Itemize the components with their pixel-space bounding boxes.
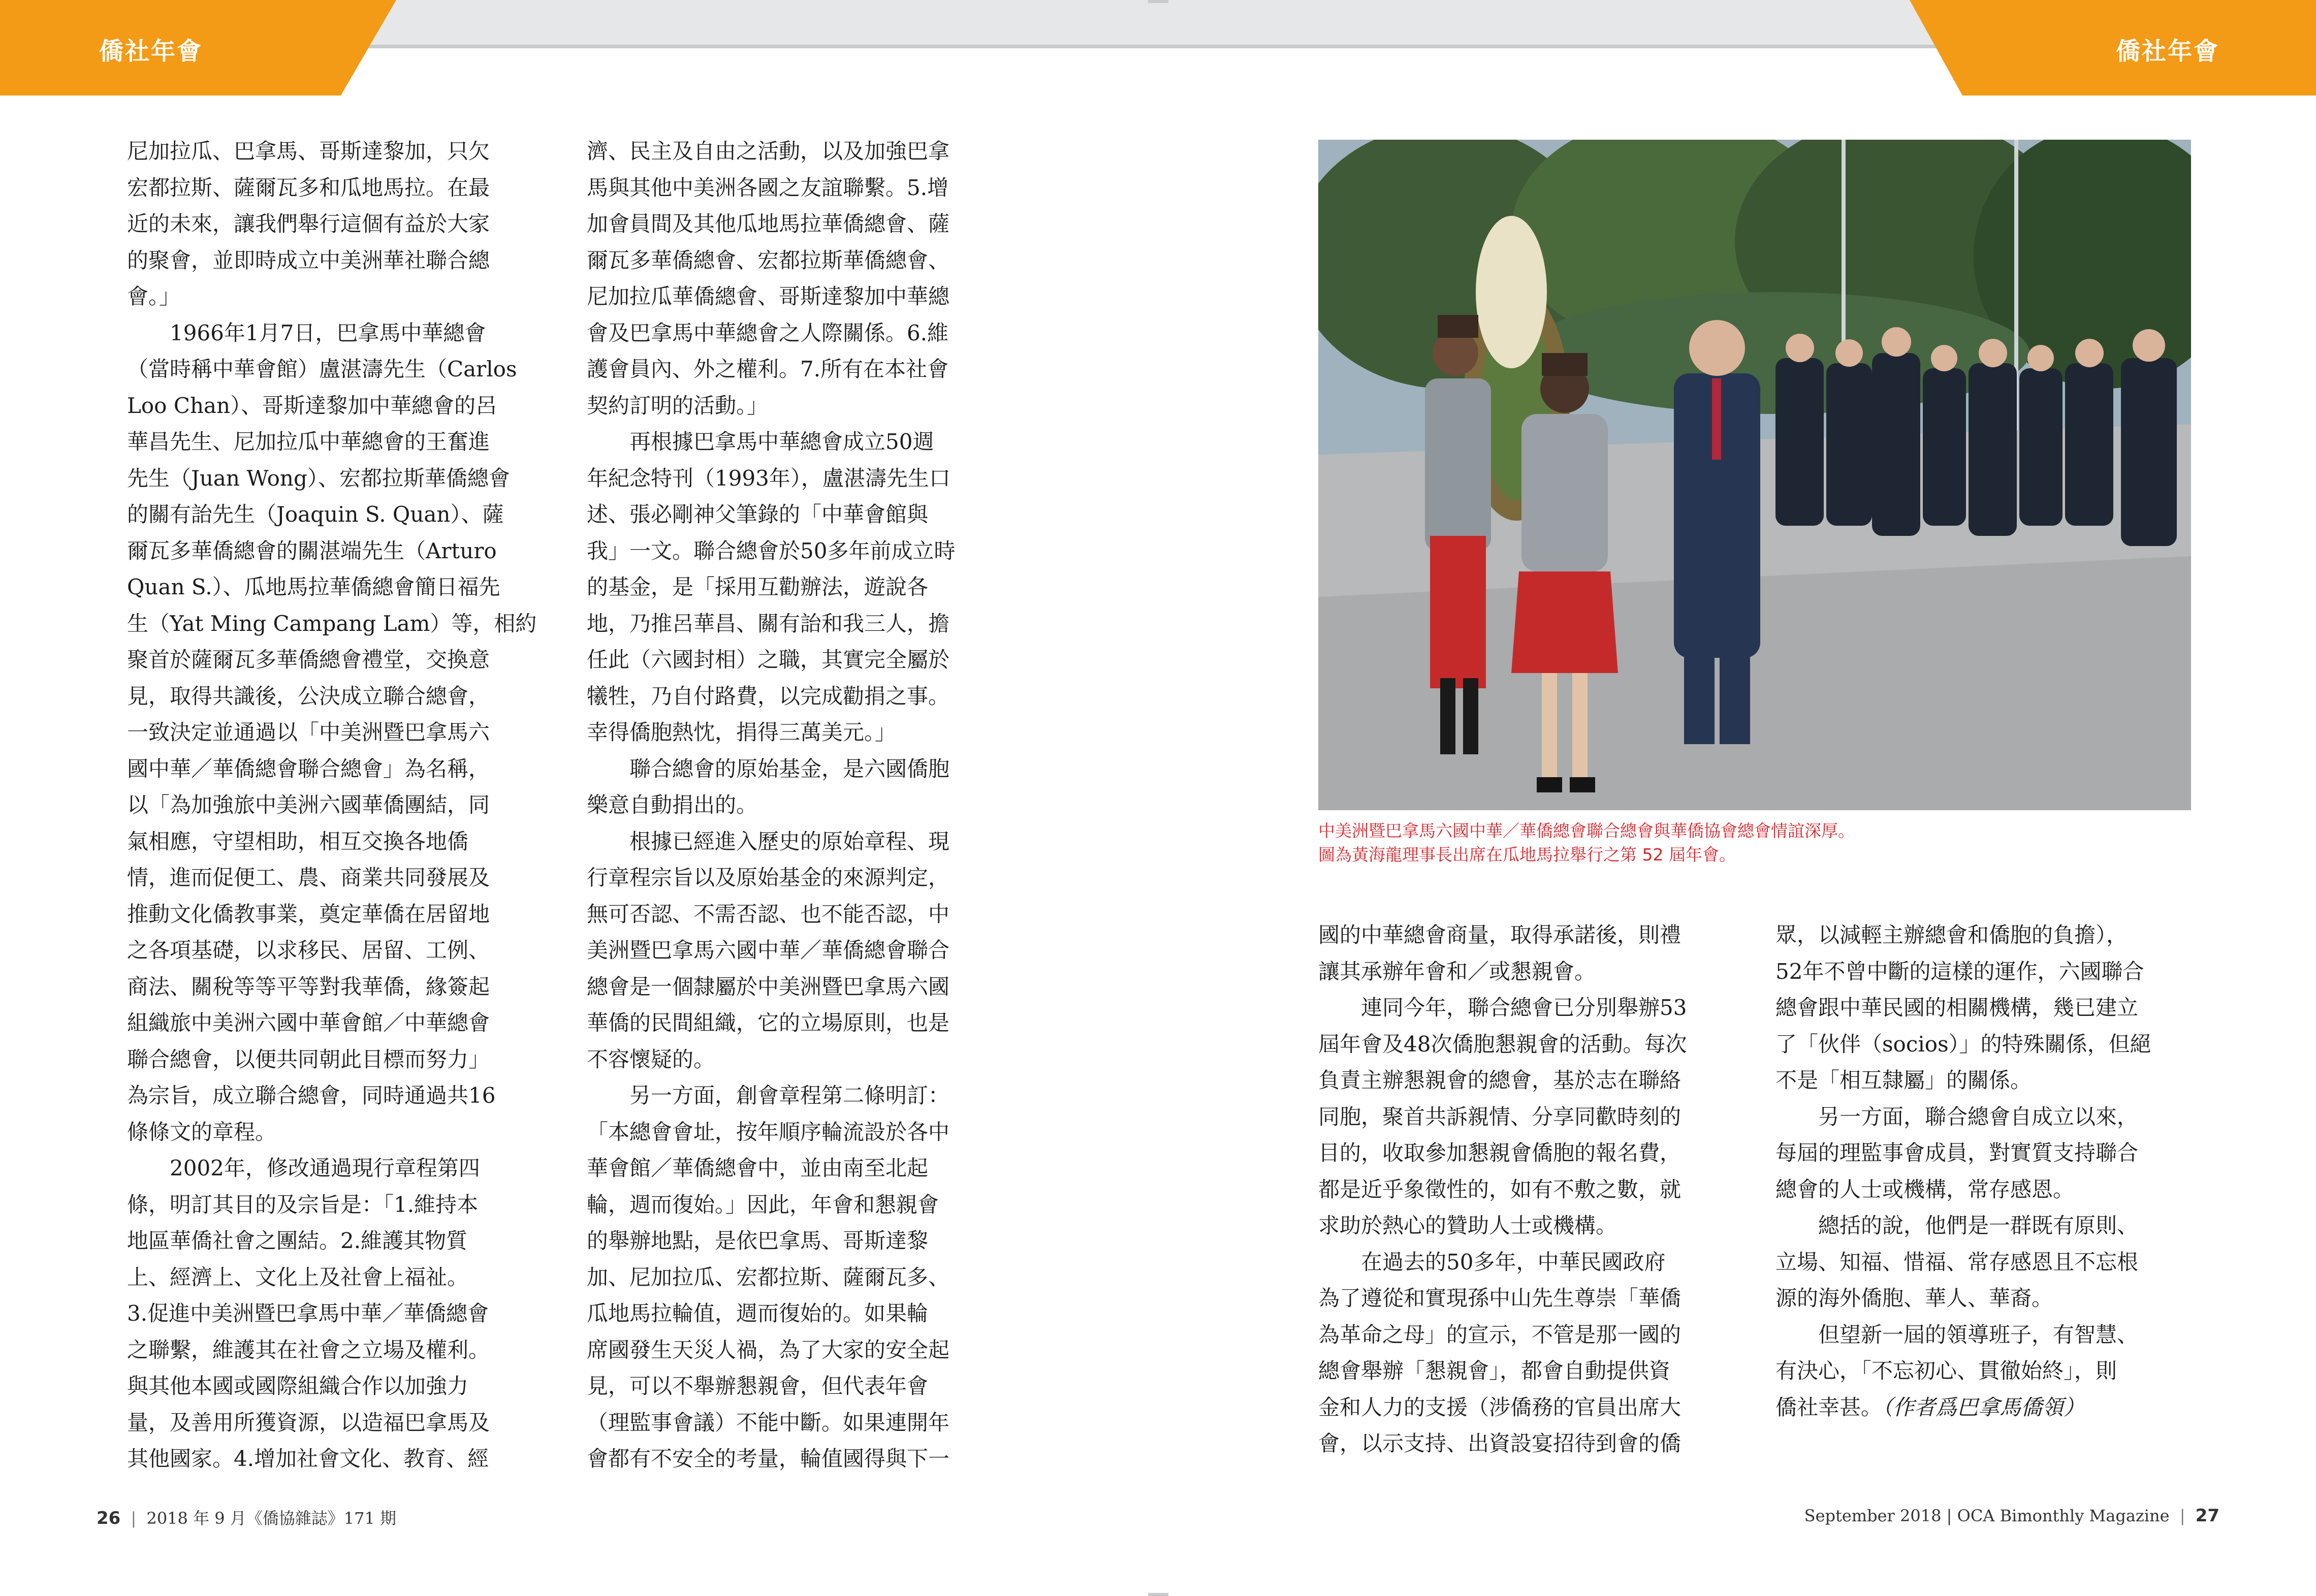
paragraph: 在過去的50多年，中華民國政府 為了遵從和實現孫中山先生尊崇「華僑 為革命之母」的宣示，不管是那一國的 總會舉辦「懇親會」，都會自動提供資 金和人力的支援（涉僑務的官員出席大 會，以示支持、出資設宴招待到會的僑 (1318, 1249, 1682, 1456)
paragraph: 2002年，修改通過現行章程第四 條，明訂其目的及宗旨是：「1.維持本 地區華僑社會之團結。2.維護其物質 上、經濟上、文化上及社會上福祉。 3.促進中美洲暨巴拿馬中華／華僑總會 之聯繫，維護其在社會之立場及權利。 與其他本國或國際組織合作以加強力 量，及善用所獲資源，以造福巴拿馬及 其他國家。4.增加社會文化、教育、經 (127, 1156, 490, 1471)
section-tab-right (1910, 0, 2316, 95)
page-number-left: 26 (97, 1508, 121, 1528)
article-column-4 (1775, 917, 2192, 1425)
caption-line-1: 中美洲暨巴拿馬六國中華／華僑總會聯合總會與華僑協會總會情誼深厚。 (1318, 821, 1855, 841)
paragraph: 另一方面，聯合總會自成立以來， 每屆的理監事會成員，對實質支持聯合 總會的人士或機構，常存感恩。 (1775, 1104, 2139, 1202)
paragraph: 連同今年，聯合總會已分別舉辦53 屆年會及48次僑胞懇親會的活動。每次 負責主辦懇親會的總會，基於志在聯絡 同胞，聚首共訴親情、分享同歡時刻的 目的，收取參加懇親會僑胞的報名費， 都是近乎象徵性的，如有不敷之數，就 求助於熱心的贊助人士或機構。 (1318, 995, 1687, 1238)
paragraph: 聯合總會的原始基金，是六國僑胞 樂意自動捐出的。 (587, 756, 950, 817)
article-column-3 (1318, 917, 1735, 1462)
page-number-right: 27 (2195, 1506, 2219, 1526)
paragraph: 另一方面，創會章程第二條明訂： 「本總會會址，按年順序輪流設於各中 華會館／華僑總會中，並由南至北起 輪，週而復始。」因此，年會和懇親會 的舉辦地點，是依巴拿馬、哥斯達黎 加、尼加拉瓜、宏都拉斯、薩爾瓦多、 瓜地馬拉輪值，週而復始的。如果輪 席國發生天災人禍，為了大家的安全起 見，可以不舉辦懇親會，但代表年會 （理監事會議）不能中斷。如果連開年 會都有不安全的考量，輪值國得與下一 (587, 1083, 950, 1471)
caption-line-2: 圖為黃海龍理事長出席在瓜地馬拉舉行之第 52 屆年會。 (1318, 845, 1736, 865)
paragraph: 但望新一屆的領導班子，有智慧、 有決心，「不忘初心、貫徹始終」，則 僑社幸甚。（作者爲巴拿馬僑領） (1775, 1322, 2139, 1420)
paragraph: 尼加拉瓜、巴拿馬、哥斯達黎加，只欠 宏都拉斯、薩爾瓦多和瓜地馬拉。在最 近的未來，讓我們舉行這個有益於大家 的聚會，並即時成立中美洲華社聯合總 會。」 (127, 139, 490, 309)
article-column-2 (587, 133, 1003, 1477)
ceremony-photo (1318, 140, 2191, 810)
footer-left-text: 2018 年 9 月《僑協雜誌》171 期 (146, 1509, 397, 1528)
gutter-mark-top (1148, 0, 1168, 3)
footer-left (97, 1506, 396, 1529)
article-column-1 (127, 133, 544, 1477)
paragraph: 根據已經進入歷史的原始章程、現 行章程宗旨以及原始基金的來源判定， 無可否認、不需否認、也不能否認，中 美洲暨巴拿馬六國中華／華僑總會聯合 總會是一個隸屬於中美洲暨巴拿馬六國 華僑的民間組織，它的立場原則，也是 不容懷疑的。 (587, 828, 950, 1072)
photo-caption (1318, 819, 2191, 867)
section-title-left: 僑社年會 (99, 37, 203, 66)
footer-right (1804, 1506, 2219, 1526)
paragraph: 國的中華總會商量，取得承諾後，則禮 讓其承辦年會和／或懇親會。 (1318, 922, 1682, 984)
section-title-right: 僑社年會 (2115, 37, 2219, 66)
paragraph: 濟、民主及自由之活動，以及加強巴拿 馬與其他中美洲各國之友誼聯繫。5.增 加會員間及其他瓜地馬拉華僑總會、薩 爾瓦多華僑總會、宏都拉斯華僑總會、 尼加拉瓜華僑總會、哥斯達黎加中華總 會及巴拿馬中華總會之人際關係。6.維 護會員內、外之權利。7.所有在本社會 契約訂明的活動。」 (587, 139, 950, 418)
paragraph: 眾，以減輕主辦總會和僑胞的負擔）， 52年不曾中斷的這樣的運作，六國聯合 總會跟中華民國的相關機構，幾已建立 了「伙伴（socios）」的特殊關係，但絕 不是「相互隸屬」的關係。 (1775, 922, 2151, 1093)
gutter-mark-bottom (1148, 1593, 1168, 1596)
footer-separator-left: | (131, 1509, 137, 1528)
paragraph: 1966年1月7日，巴拿馬中華總會 （當時稱中華會館）盧湛濤先生（Carlos Loo Chan）、哥斯達黎加中華總會的呂 華昌先生、尼加拉瓜中華總會的王奮進 先生（Juan Wong）、宏都拉斯華僑總會 的關有詒先生（Joaquin S. Quan）、薩 爾瓦多華僑總會的關湛端先生（Arturo Quan S.）、瓜地馬拉華僑總會簡日福先 生（Yat Ming Campang Lam）等，相約 聚首於薩爾瓦多華僑總會禮堂，交換意 見，取得共識後，公決成立聯合總會， 一致決定並通過以「中美洲暨巴拿馬六 國中華／華僑總會聯合總會」為名稱， 以「為加強旅中美洲六國華僑團結，同 氣相應，守望相助，相互交換各地僑 情，進而促便工、農、商業共同發展及 推動文化僑教事業，奠定華僑在居留地 之各項基礎，以求移民、居留、工例、 商法、關稅等等平等對我華僑，緣簽起 組織旅中美洲六國中華會館／中華總會 聯合總會，以便共同朝此目標而努力」 為宗旨，成立聯合總會，同時通過共16 條條文的章程。 (127, 320, 537, 1144)
footer-right-text: September 2018 | OCA Bimonthly Magazine (1804, 1506, 2170, 1525)
paragraph: 再根據巴拿馬中華總會成立50週 年紀念特刊（1993年），盧湛濤先生口 述、張必剛神父筆錄的「中華會館與 我」一文。聯合總會於50多年前成立時 的基金，是「採用互勸辦法，遊說各 地，乃推呂華昌、關有詒和我三人，擔 任此（六國封相）之職，其實完全屬於 犧牲，乃自付路費，以完成勸捐之事。 幸得僑胞熱忱，捐得三萬美元。」 (587, 429, 956, 745)
author-byline: （作者爲巴拿馬僑領） (1882, 1394, 2085, 1420)
paragraph: 總括的說，他們是一群既有原則、 立場、知福、惜福、常存感恩且不忘根 源的海外僑胞、華人、華裔。 (1775, 1213, 2139, 1311)
footer-separator-right: | (2179, 1506, 2185, 1525)
ceremony-photo-drawing (1318, 140, 2191, 810)
